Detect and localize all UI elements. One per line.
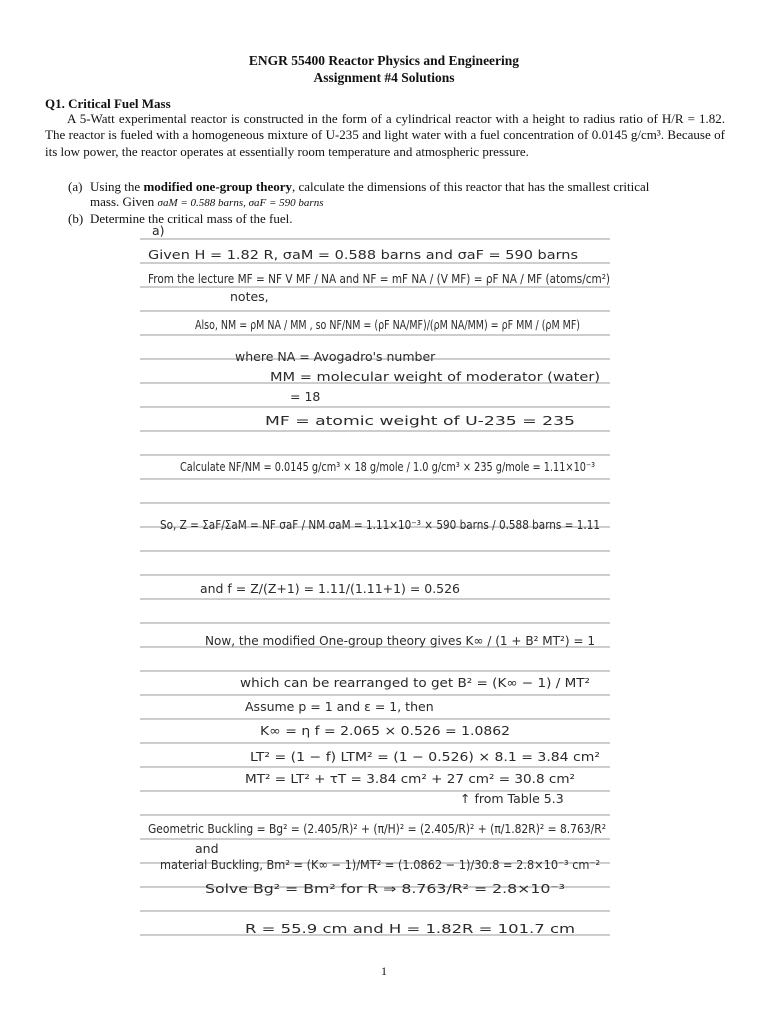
hw-line-11: and f = Z/(Z+1) = 1.11/(1.11+1) = 0.526 [200,581,461,596]
hw-line-14: Assume p = 1 and ε = 1, then [245,699,434,714]
part-a-line-2: mass. Given [90,194,155,209]
part-a-bold-text: modified one-group theory [143,179,292,194]
hw-line-18: ↑ from Table 5.3 [460,791,564,806]
part-a-text-pre: Using the [90,179,144,194]
hw-line-5: where NA = Avogadro's number [235,349,436,364]
hw-line-19: Geometric Buckling = Bg² = (2.405/R)² + (π/H)² = (2.405/R)² + (π/1.82R)² = 8.763/R² [148,821,606,836]
hw-line-7: = 18 [290,389,321,404]
hw-line-21: material Buckling, Bm² = (K∞ − 1)/MT² = (1.0862 − 1)/30.8 = 2.8×10⁻³ cm⁻² [160,857,600,872]
part-a-given-values: σaM = 0.588 barns, σaF = 590 barns [157,197,324,209]
question-paragraph: A 5-Watt experimental reactor is constructed in the form of a cylindrical reactor with a height to radius ratio of H/R = 1.82. The reactor is fueled with a homogeneous mixture of U-235 and light water with a fuel concentration of 0.0145 g/cm³. Because of its low power, the reactor operates at essentially room temperature and atmospheric pressure. [45,111,725,159]
handwritten-lines [148,223,610,936]
hw-line-22: Solve Bg² = Bm² for R ⇒ 8.763/R² = 2.8×10⁻³ [205,881,565,896]
hw-line-1: Given H = 1.82 R, σaM = 0.588 barns and σaF = 590 barns [148,247,578,262]
hw-line-8: MF = atomic weight of U-235 = 235 [265,413,575,428]
hw-line-15: K∞ = η f = 2.065 × 0.526 = 1.0862 [260,723,510,738]
hw-line-17: MT² = LT² + τT = 3.84 cm² + 27 cm² = 30.8 cm² [245,771,575,786]
part-b-label: (b) [68,211,84,226]
part-a-label: (a) [68,179,83,194]
hw-line-4: Also, NM = ρM NA / MM , so NF/NM = (ρF NA/MF)/(ρM NA/MM) = ρF MM / (ρM MF) [195,317,580,332]
hw-line-3: notes, [230,289,269,304]
hw-line-23: R = 55.9 cm and H = 1.82R = 101.7 cm [245,921,575,936]
hw-line-6: MM = molecular weight of moderator (water) [270,369,600,384]
question-heading: Q1. Critical Fuel Mass [45,96,171,111]
document-title-line-2: Assignment #4 Solutions [313,70,455,85]
hw-line-20: and [195,841,219,856]
hw-line-10: So, Z = ΣaF/ΣaM = NF σaF / NM σaM = 1.11×10⁻³ × 590 barns / 0.588 barns = 1.11 [160,517,600,532]
hw-line-13: which can be rearranged to get B² = (K∞ − 1) / MT² [240,675,590,690]
part-b-text: Determine the critical mass of the fuel. [90,211,293,226]
hw-line-16: LT² = (1 − f) LTM² = (1 − 0.526) × 8.1 = 3.84 cm² [250,749,600,764]
hw-line-9: Calculate NF/NM = 0.0145 g/cm³ × 18 g/mole / 1.0 g/cm³ × 235 g/mole = 1.11×10⁻³ [180,459,595,474]
document-title-line-1: ENGR 55400 Reactor Physics and Engineering [248,53,520,68]
hw-line-12: Now, the modified One-group theory gives K∞ / (1 + B² MT²) = 1 [205,633,595,648]
question-part-a [68,179,728,211]
hw-line-0: a) [152,223,165,238]
page-number: 1 [381,964,387,978]
part-a-text-post: , calculate the dimensions of this reactor that has the smallest critical [292,179,650,194]
hw-line-2: From the lecture MF = NF V MF / NA and NF = mF NA / (V MF) = ρF NA / MF (atoms/cm²) [148,271,610,286]
handwritten-solution-sheet [140,221,618,956]
